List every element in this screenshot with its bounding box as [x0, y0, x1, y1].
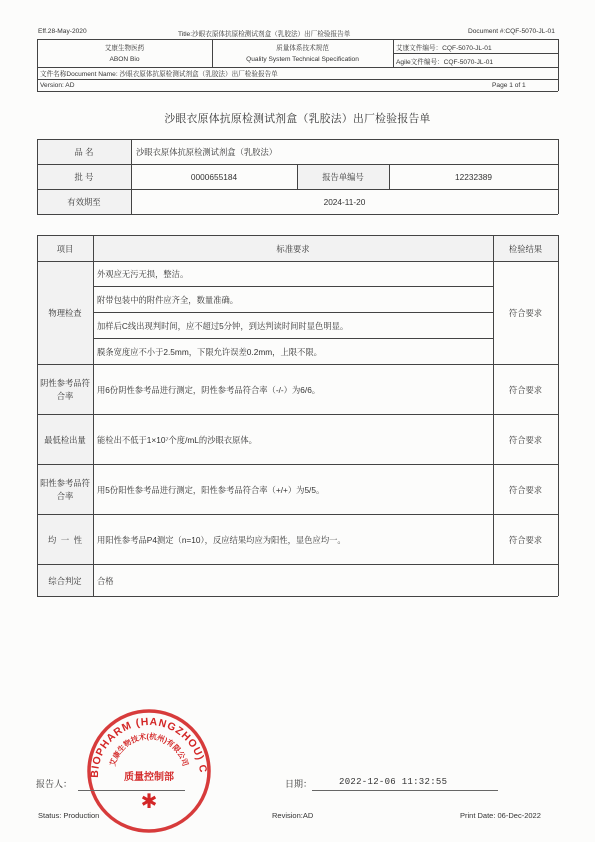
col-header-requirement: 标准要求: [276, 243, 310, 254]
conclusion-value: 合格: [97, 575, 114, 586]
row-item-physical-check: 物理检查: [48, 308, 82, 318]
product-name-label: 品 名: [74, 147, 94, 157]
lot-label: 批 号: [74, 172, 94, 182]
footer-revision: Revision:AD: [272, 811, 314, 820]
requirement-appearance: 外观应无污无损，整洁。: [97, 269, 189, 279]
lot-value: 0000655184: [190, 172, 238, 182]
header-title: Title:沙眼衣原体抗原检测试剂盒（乳胶法）出厂检验报告单: [178, 31, 351, 38]
effective-date: Eff.28-May-2020: [38, 28, 87, 35]
seal-outer-text: BIOPHARM (HANGZHOU) C: [88, 715, 210, 778]
report-number-label: 报告单编号: [322, 172, 364, 182]
reporter-label: 报告人：: [36, 779, 73, 789]
seal-inner-text: 艾康生物技术(杭州)有限公司: [107, 731, 191, 768]
company-name-cn: 艾康生物医药: [104, 44, 145, 52]
requirement-detection-limit: 能检出不低于1×10⁷个度/mL的沙眼衣原体。: [97, 434, 257, 445]
abon-doc-number: 艾康文件编号：CQF-5070-JL-01: [396, 44, 492, 52]
date-label: 日期：: [285, 779, 313, 789]
row-item-positive-coincidence: 阳性参考品符合率: [40, 477, 90, 501]
expiry-value: 2024-11-20: [323, 197, 366, 207]
col-header-item: 项目: [56, 243, 74, 254]
expiry-label: 有效期至: [67, 197, 101, 207]
page-count: Page 1 of 1: [492, 81, 526, 89]
result-negative-coincidence: 符合要求: [508, 384, 543, 395]
requirement-accessories: 附带包装中的附件应齐全，数量准确。: [97, 294, 239, 305]
date-value: 2022-12-06 11:32:55: [339, 777, 448, 787]
conclusion-label: 综合判定: [48, 575, 82, 586]
seal-center-text: 质量控制部: [124, 772, 174, 783]
requirement-negative-coincidence: 用6份阴性参考品进行测定，阴性参考品符合率（-/-）为6/6。: [97, 384, 321, 395]
company-name-en: ABON Bio: [109, 56, 140, 63]
header-document-number: Document #:CQF-5070-JL-01: [468, 28, 555, 35]
seal-graphic: [84, 706, 214, 836]
result-physical-check: 符合要求: [508, 308, 543, 318]
row-item-detection-limit: 最低检出量: [44, 434, 86, 445]
spec-title-en: Quality System Technical Specification: [246, 56, 359, 63]
agile-doc-number: Agile文件编号：CQF-5070-JL-01: [396, 58, 494, 66]
product-name-value: 沙眼衣原体抗原检测试剂盒（乳胶法）: [136, 147, 278, 157]
col-header-result: 检验结果: [508, 243, 543, 254]
result-detection-limit: 符合要求: [508, 434, 543, 445]
document-name: 文件名称Document Name: 沙眼衣原体抗原检测试剂盒（乳胶法）出厂检验报告单: [40, 71, 278, 78]
row-item-negative-coincidence: 阴性参考品符合率: [40, 377, 90, 401]
svg-text:NOOIK BIOPHARM (HANGZHOU) CO.,: [84, 706, 209, 778]
requirement-display-time: 加样后C线出现判时间，应不超过5分钟，到达判读时间时显色明显。: [97, 320, 349, 331]
report-title: 沙眼衣原体抗原检测试剂盒（乳胶法）出厂检验报告单: [164, 113, 431, 125]
spec-title-cn: 质量体系技术规范: [276, 44, 329, 52]
result-positive-coincidence: 符合要求: [508, 484, 543, 495]
row-item-uniformity: 均 一 性: [47, 534, 83, 545]
date-line: [312, 790, 498, 791]
version: Version: AD: [40, 81, 75, 89]
report-number-value: 12232389: [455, 172, 492, 182]
requirement-uniformity: 用阳性参考品P4测定（n=10），反应结果均应为阳性，显色应均一。: [97, 534, 346, 545]
company-seal: [84, 706, 214, 836]
footer-status: Status: Production: [38, 811, 100, 820]
requirement-strip-width: 膜条宽度应不小于2.5mm，下限允许误差0.2mm，上限不限。: [97, 346, 322, 357]
footer-print-date: Print Date: 06-Dec-2022: [460, 811, 541, 820]
seal-star-icon: ✱: [140, 791, 158, 813]
reporter-signature-line: [78, 790, 185, 791]
requirement-positive-coincidence: 用5份阳性参考品进行测定，阳性参考品符合率（+/+）为5/5。: [97, 484, 325, 495]
result-uniformity: 符合要求: [508, 534, 543, 545]
